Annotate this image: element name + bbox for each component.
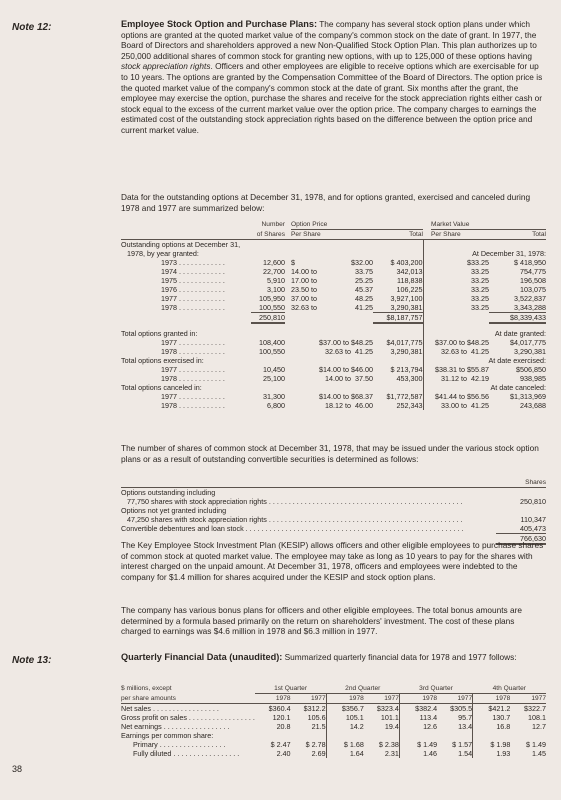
quarter-value: 105.1 (326, 713, 364, 722)
mv-per-share-value: 33.25 (471, 303, 489, 313)
divider (423, 294, 431, 303)
quarter-value: 120.1 (272, 713, 291, 722)
quarter-value: 1.54 (458, 749, 473, 758)
header-q3: 3rd Quarter (399, 684, 472, 694)
note-13-intro-text: Summarized quarterly financial data for 1978 and 1977 follows: (282, 652, 517, 662)
row-label-text: Primary (133, 740, 158, 749)
divider (423, 267, 431, 276)
header-year: 1978 (255, 694, 291, 704)
row-label-text: Gross profit on sales (121, 713, 187, 722)
year-label (121, 392, 251, 401)
header-mv-total: Total (489, 230, 546, 240)
shares-table (121, 478, 546, 545)
note-12-paragraph-3: The number of shares of common stock at December 31, 1978, that may be issued under the various stock option plans or as a result of outstanding convertible securities is determined as follows: (121, 443, 539, 464)
quarter-value: $360.4 (268, 704, 291, 713)
note-12-paragraph-4: The Key Employee Stock Investment Plan (KESIP) allows officers and other eligible employees to purchase shares of common stock at quoted market value. The employee may take as long as 10 years to pay for the shares with interest charged on the unpaid amount. At December 31, 1978, officers and employees were indebted to the company for $1.4 million for shares acquired under the KESIP and stock option plans. (121, 540, 544, 582)
year-label (121, 347, 251, 356)
quarter-value: $312.2 (303, 704, 326, 713)
leader-dots: . . . . . . . . . . . . (177, 258, 225, 267)
price-from: $ (291, 258, 295, 267)
leader-dots: . . . . . . . . . . . . . . . . . (171, 749, 240, 758)
price-total-value: 3,290,381 (390, 347, 423, 356)
note-12-heading: Employee Stock Option and Purchase Plans: (121, 19, 318, 29)
shares-row3-value: 405,473 (496, 524, 546, 534)
table-row (121, 267, 546, 276)
quarter-value: 1.93 (473, 749, 511, 758)
quarter-value: 12.7 (532, 722, 546, 731)
header-q4: 4th Quarter (473, 684, 546, 694)
price-total-value: 342,013 (396, 267, 423, 276)
mv-total-value: $4,017,775 (510, 338, 546, 347)
shares-row2-value: 110,347 (520, 515, 546, 524)
note-12-para1-text-a: The company has several stock option plans under which options are granted at the quoted market value of the company's common stock on the date of grant. In 1977, the Board of Directors and shareholders approved a new Non-Qualified Stock Option Plan. This plan authorizes up to 250,000 additional shares of common stock for granting new options, with up to 125,000 of these options having (121, 19, 537, 61)
quarter-value: 95.7 (458, 713, 473, 722)
divider (423, 374, 431, 383)
price-total-value: $4,017,775 (386, 338, 423, 347)
table-row (121, 374, 546, 383)
shares-row1-a: Options outstanding including (121, 488, 216, 497)
mv-total-value: 243,688 (520, 401, 546, 410)
leader-dots: . . . . . . . . . . . . (177, 374, 225, 383)
divider (423, 392, 431, 401)
price-from: 17.00 to (291, 276, 317, 285)
row-label-text: Net sales (121, 704, 151, 713)
price-to: 45.37 (355, 285, 373, 294)
shares-value: 100,550 (251, 303, 285, 313)
quarter-value: 13.4 (458, 722, 473, 731)
leader-dots: . . . . . . . . . . . . . . . . . (161, 722, 230, 731)
mv-total-value: 938,985 (520, 374, 546, 383)
quarter-value: 2.31 (384, 749, 399, 758)
year-label (121, 276, 251, 285)
at-december-label: At December 31, 1978: (472, 249, 546, 258)
quarter-value: 105.6 (307, 713, 326, 722)
options-table (121, 220, 546, 410)
shares-row2-b: 47,250 shares with stock appreciation rights (127, 515, 267, 524)
quarter-value: 12.6 (399, 722, 437, 731)
table-row (121, 749, 546, 758)
leader-dots: . . . . . . . . . . . . . . . . . (157, 740, 226, 749)
mv-total-value: $1,313,969 (510, 392, 546, 401)
table-row (121, 258, 546, 267)
price-to: 48.25 (355, 294, 373, 303)
header-market-value: Market Value (431, 220, 546, 230)
divider (423, 347, 431, 356)
table-row (121, 401, 546, 410)
quarter-value: 16.8 (473, 722, 511, 731)
price-total: $8,187,757 (373, 313, 423, 324)
table-row (121, 713, 546, 722)
row-label (121, 749, 255, 758)
year-label (121, 258, 251, 267)
shares-value: 100,550 (259, 347, 285, 356)
year-text: 1977 (161, 392, 177, 401)
divider (423, 401, 431, 410)
price-range: 32.63 to 41.25 (325, 347, 373, 356)
mv-total-value: 754,775 (520, 267, 546, 276)
shares-value: 10,450 (263, 365, 285, 374)
table-row (121, 740, 546, 749)
canceled-at-label: At date canceled: (490, 383, 546, 392)
shares-value: 22,700 (263, 267, 285, 276)
note-12-paragraph-5: The company has various bonus plans for officers and other eligible employees. The total bonus amounts are determined by a formula based primarily on the return on shareholders' investment. The cost of these plans charged to earnings was $4.6 million in 1978 and $6.3 million in 1977. (121, 605, 522, 637)
mv-range: $38.31 to $55.87 (435, 365, 489, 374)
header-per-share: Per Share (291, 230, 373, 240)
mv-per-share-value: $33.25 (467, 258, 489, 267)
table-row (121, 722, 546, 731)
header-year: 1978 (473, 694, 511, 704)
price-total-value: $ 403,200 (390, 258, 423, 267)
note-12-para1-text-b: . Officers and other employees are eligible to receive options which are exercisable for up to 10 years. The options are granted by the Compensation Committee of the Board of Directors. The option price is the quoted market value of the company's common stock at the date of grant. Six months after the grant, the employee may exercise the option, purchase the shares and receive for the stock appreciation rights either cash or stock equal to the excess of the current market value over the option price. The company charges to earnings the estimated cost of the outstanding stock appreciation rights based on the difference between the option price and current market value. (121, 61, 543, 135)
quarter-value: 19.4 (384, 722, 399, 731)
table-row (121, 303, 546, 313)
header-year: 1977 (364, 694, 400, 704)
shares-row1-value: 250,810 (520, 497, 546, 506)
price-total-value: 453,300 (396, 374, 423, 383)
note-13-heading: Quarterly Financial Data (unaudited): (121, 652, 283, 662)
quarter-value: $ 2.78 (305, 740, 326, 749)
price-total-value: 3,290,381 (373, 303, 423, 313)
row-label-text: Fully diluted (133, 749, 172, 758)
granted-at-label: At date granted: (494, 329, 546, 338)
quarter-value: $421.2 (473, 704, 511, 714)
year-label (121, 365, 251, 374)
header-of-shares: of Shares (251, 230, 285, 240)
header-q2: 2nd Quarter (326, 684, 399, 694)
divider (423, 365, 431, 374)
price-total-value: 3,927,100 (390, 294, 423, 303)
leader-dots: . . . . . . . . . . . . (177, 276, 225, 285)
row-label (121, 740, 255, 749)
year-text: 1977 (161, 294, 177, 303)
header-total: Total (373, 230, 423, 240)
header-year: 1977 (291, 694, 327, 704)
quarter-value: 101.1 (380, 713, 399, 722)
quarter-value: 1.45 (532, 749, 546, 758)
granted-label: Total options granted in: (121, 329, 198, 338)
table-row (121, 365, 546, 374)
table-row (121, 704, 546, 714)
quarter-value: 20.8 (276, 722, 291, 731)
shares-value: 108,400 (259, 338, 285, 347)
quarter-value: 1.46 (399, 749, 437, 758)
quarter-value: $ 1.98 (473, 740, 511, 749)
year-text: 1976 (161, 285, 177, 294)
year-text: 1978 (161, 347, 177, 356)
leader-dots: . . . . . . . . . . . . (177, 338, 225, 347)
note-12-paragraph-2: Data for the outstanding options at December 31, 1978, and for options granted, exercised and canceled during 1978 and 1977 are summarized below: (121, 192, 531, 213)
year-text: 1975 (161, 276, 177, 285)
table-row (121, 347, 546, 356)
table-row (121, 392, 546, 401)
row-label (121, 713, 255, 722)
mv-total-value: 3,522,837 (514, 294, 546, 303)
quarter-value: 113.4 (399, 713, 437, 722)
exercised-label: Total options exercised in: (121, 356, 204, 365)
leader-dots: . . . . . . . . . . . . . . . . . (150, 704, 219, 713)
mv-range: $41.44 to $56.56 (435, 392, 489, 401)
quarter-value: $323.4 (376, 704, 399, 713)
note-12-paragraph-1 (121, 19, 546, 136)
note-12-label: Note 12: (12, 22, 52, 33)
leader-dots: . . . . . . . . . . . . (177, 267, 225, 276)
leader-dots: . . . . . . . . . . . . (177, 392, 225, 401)
header-number: Number (261, 221, 285, 229)
year-label (121, 374, 251, 383)
quarter-value: $322.7 (524, 704, 546, 713)
quarter-value: $305.5 (450, 704, 473, 713)
shares-value: 5,910 (267, 276, 285, 285)
leader-dots: . . . . . . . . . . . . (177, 303, 225, 313)
quarter-value: $382.4 (399, 704, 437, 714)
year-label (121, 338, 251, 347)
price-range: $14.00 to $68.37 (319, 392, 373, 401)
quarter-value: $356.7 (326, 704, 364, 714)
header-year: 1978 (399, 694, 437, 704)
note-13-intro (121, 652, 546, 663)
quarter-value: $ 1.57 (452, 740, 473, 749)
header-year: 1978 (326, 694, 364, 704)
quarter-value: 1.64 (326, 749, 364, 758)
price-from: 23.50 to (291, 285, 317, 294)
quarter-value: 21.5 (311, 722, 326, 731)
quarter-value: 130.7 (473, 713, 511, 722)
leader-dots: . . . . . . . . . . . . . . . . . (186, 713, 255, 722)
mv-range: $37.00 to $48.25 (435, 338, 489, 347)
shares-row3: Convertible debentures and loan stock (121, 524, 244, 534)
canceled-label: Total options canceled in: (121, 383, 202, 392)
header-year: 1977 (437, 694, 473, 704)
quarter-value: $ 1.49 (399, 740, 437, 749)
shares-total: 250,810 (251, 313, 285, 324)
year-text: 1978 (161, 374, 177, 383)
divider (423, 276, 431, 285)
price-total-value: 106,225 (396, 285, 423, 294)
note-13-label: Note 13: (12, 655, 52, 666)
year-label (121, 294, 251, 303)
table-row (121, 338, 546, 347)
shares-value: 6,800 (267, 401, 285, 410)
mv-total-value: 3,343,288 (489, 303, 546, 313)
year-text: 1973 (161, 258, 177, 267)
price-range: 18.12 to 46.00 (325, 401, 373, 410)
mv-total-value: $ 418,950 (514, 258, 546, 267)
price-from: 37.00 to (291, 294, 317, 303)
divider (423, 285, 431, 294)
year-label (121, 267, 251, 276)
divider (423, 338, 431, 347)
mv-range: 33.00 to 41.25 (441, 401, 489, 410)
mv-total-value: 103,075 (520, 285, 546, 294)
mv-per-share-value: 33.25 (471, 267, 489, 276)
price-total-value: $1,772,587 (386, 392, 423, 401)
quarter-value: $ 2.38 (378, 740, 399, 749)
price-total-value: $ 213,794 (390, 365, 423, 374)
row-label (121, 704, 255, 714)
year-label (121, 303, 251, 313)
leader-dots: . . . . . . . . . . . . . . . . . . . . . . . . . . . . . . . . . . . . . . . . . . . . . . . . . (268, 515, 463, 524)
price-range: $37.00 to $48.25 (319, 338, 373, 347)
shares-value: 31,300 (263, 392, 285, 401)
price-from: 14.00 to (291, 267, 317, 276)
row-label-text: Net earnings (121, 722, 162, 731)
row-label (121, 722, 255, 731)
leader-dots: . . . . . . . . . . . . . . . . . . . . . . . . . . . . . . . . . . . . . . . . . . . . . . . . . (268, 497, 463, 506)
mv-total-value: $506,850 (516, 365, 546, 374)
quarter-value: 108.1 (528, 713, 546, 722)
price-to: 33.75 (355, 267, 373, 276)
leader-dots: . . . . . . . . . . . . (177, 294, 225, 303)
price-range: $14.00 to $46.00 (319, 365, 373, 374)
header-shares: Shares (496, 478, 546, 488)
price-to: 41.25 (355, 303, 373, 313)
shares-value: 25,100 (263, 374, 285, 383)
year-text: 1974 (161, 267, 177, 276)
shares-value: 3,100 (267, 285, 285, 294)
leader-dots: . . . . . . . . . . . . (177, 401, 225, 410)
mv-per-share-value: 33.25 (471, 285, 489, 294)
leader-dots: . . . . . . . . . . . . (177, 365, 225, 374)
shares-value: 12,600 (263, 258, 285, 267)
eps-label: Earnings per common share: (121, 731, 214, 740)
year-text: 1977 (161, 365, 177, 374)
header-q1: 1st Quarter (255, 684, 326, 694)
quarter-value: $ 1.49 (526, 740, 546, 749)
shares-row1-b: 77,750 shares with stock appreciation rights (127, 497, 267, 506)
quarter-value: 2.69 (311, 749, 326, 758)
quarter-value: $ 2.47 (270, 740, 291, 749)
year-text: 1978 (161, 401, 177, 410)
header-mv-per-share: Per Share (431, 230, 489, 240)
header-year: 1977 (510, 694, 546, 704)
price-total-value: 252,343 (396, 401, 423, 410)
by-year-label: 1978, by year granted: (127, 249, 199, 258)
price-range: 14.00 to 37.50 (325, 374, 373, 383)
mv-per-share-value: 33.25 (471, 276, 489, 285)
header-millions: $ millions, except (121, 685, 172, 693)
shares-row2-a: Options not yet granted including (121, 506, 227, 515)
price-to: 25.25 (355, 276, 373, 285)
quarter-value: 14.2 (326, 722, 364, 731)
header-per-share-amounts: per share amounts (121, 694, 255, 704)
price-to: $32.00 (351, 258, 373, 267)
shares-value: 105,950 (259, 294, 285, 303)
table-row (121, 276, 546, 285)
table-row (121, 285, 546, 294)
page-number: 38 (12, 764, 23, 774)
quarter-value: $ 1.68 (326, 740, 364, 749)
mv-total-value: 3,290,381 (514, 347, 546, 356)
exercised-at-label: At date exercised: (488, 356, 546, 365)
year-label (121, 285, 251, 294)
price-total-value: 118,838 (397, 276, 423, 285)
year-label (121, 401, 251, 410)
note-12-body (121, 19, 546, 136)
mv-range: 32.63 to 41.25 (441, 347, 489, 356)
leader-dots: . . . . . . . . . . . . (177, 347, 225, 356)
quarterly-table (121, 684, 546, 758)
header-option-price: Option Price (291, 220, 423, 230)
year-text: 1977 (161, 338, 177, 347)
shares-total: 766,630 (496, 534, 546, 545)
mv-total-value: 196,508 (520, 276, 546, 285)
mv-grand-total: $8,339,433 (489, 313, 546, 324)
divider (423, 258, 431, 267)
leader-dots: . . . . . . . . . . . . . . . . . . . . . . . . . . . . . . . . . . . . . . . . . . . . . . . . . . . . . . . (245, 524, 464, 534)
divider (423, 303, 431, 313)
year-text: 1978 (161, 303, 177, 313)
quarter-value: 2.40 (276, 749, 291, 758)
mv-range: 31.12 to 42.19 (441, 374, 489, 383)
note-12-para1-italic: stock appreciation rights (121, 61, 211, 72)
mv-per-share-value: 33.25 (471, 294, 489, 303)
leader-dots: . . . . . . . . . . . . (177, 285, 225, 294)
outstanding-label: Outstanding options at December 31, (121, 240, 241, 249)
price-from: 32.63 to (291, 303, 317, 313)
table-row (121, 294, 546, 303)
